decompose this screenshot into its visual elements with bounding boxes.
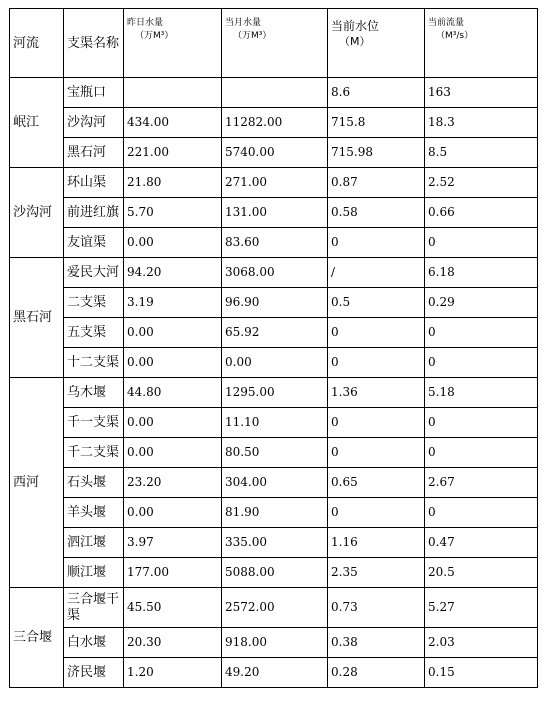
header-level-label: 当前水位	[331, 19, 380, 33]
yesterday-volume-cell: 177.00	[124, 558, 222, 588]
river-name-cell: 沙沟河	[10, 168, 64, 258]
flow-rate-cell: 0	[425, 228, 538, 258]
header-row	[10, 9, 538, 78]
month-volume-cell: 11282.00	[222, 108, 328, 138]
table-row	[10, 78, 538, 108]
river-name-cell: 岷江	[10, 78, 64, 168]
channel-name-cell: 石头堰	[64, 468, 124, 498]
table-row	[10, 288, 538, 318]
yesterday-volume-cell: 44.80	[124, 378, 222, 408]
table-row	[10, 438, 538, 468]
yesterday-volume-cell: 21.80	[124, 168, 222, 198]
water-level-cell: 0	[328, 318, 425, 348]
month-volume-cell: 271.00	[222, 168, 328, 198]
yesterday-volume-cell: 0.00	[124, 318, 222, 348]
channel-name-cell: 十二支渠	[64, 348, 124, 378]
flow-rate-cell: 0.29	[425, 288, 538, 318]
table-row	[10, 198, 538, 228]
header-month	[222, 9, 328, 78]
yesterday-volume-cell: 23.20	[124, 468, 222, 498]
water-level-cell: /	[328, 258, 425, 288]
flow-rate-cell: 5.18	[425, 378, 538, 408]
channel-name-cell: 泗江堰	[64, 528, 124, 558]
table-row	[10, 378, 538, 408]
water-level-cell: 8.6	[328, 78, 425, 108]
month-volume-cell: 335.00	[222, 528, 328, 558]
table-body	[10, 9, 538, 688]
table-row	[10, 628, 538, 658]
flow-rate-cell: 0	[425, 498, 538, 528]
table-row	[10, 318, 538, 348]
water-level-cell: 0.38	[328, 628, 425, 658]
yesterday-volume-cell: 1.20	[124, 658, 222, 688]
month-volume-cell: 49.20	[222, 658, 328, 688]
channel-name-cell: 千一支渠	[64, 408, 124, 438]
flow-rate-cell: 20.5	[425, 558, 538, 588]
header-month-label: 当月水量	[225, 18, 262, 28]
yesterday-volume-cell: 0.00	[124, 228, 222, 258]
channel-name-cell: 白水堰	[64, 628, 124, 658]
water-level-cell: 715.98	[328, 138, 425, 168]
water-level-cell: 0.58	[328, 198, 425, 228]
channel-name-cell: 五支渠	[64, 318, 124, 348]
header-month-unit: （万M³）	[233, 31, 272, 41]
table-row	[10, 658, 538, 688]
channel-name-cell: 爱民大河	[64, 258, 124, 288]
yesterday-volume-cell: 5.70	[124, 198, 222, 228]
flow-rate-cell: 0	[425, 318, 538, 348]
yesterday-volume-cell: 45.50	[124, 588, 222, 628]
water-level-cell: 0	[328, 228, 425, 258]
header-river: 河流	[10, 9, 64, 78]
yesterday-volume-cell: 3.97	[124, 528, 222, 558]
header-flow-unit: （M³/s）	[436, 31, 474, 41]
table-row	[10, 558, 538, 588]
header-flow-label: 当前流量	[428, 18, 465, 28]
river-name-cell: 三合堰	[10, 588, 64, 688]
water-data-table	[9, 8, 538, 688]
table-row	[10, 528, 538, 558]
month-volume-cell: 131.00	[222, 198, 328, 228]
flow-rate-cell: 18.3	[425, 108, 538, 138]
yesterday-volume-cell: 434.00	[124, 108, 222, 138]
river-name-cell: 西河	[10, 378, 64, 588]
yesterday-volume-cell: 20.30	[124, 628, 222, 658]
month-volume-cell: 2572.00	[222, 588, 328, 628]
flow-rate-cell: 0	[425, 408, 538, 438]
month-volume-cell: 65.92	[222, 318, 328, 348]
month-volume-cell: 11.10	[222, 408, 328, 438]
header-level	[328, 9, 425, 78]
month-volume-cell: 304.00	[222, 468, 328, 498]
channel-name-cell: 前进红旗	[64, 198, 124, 228]
table-row	[10, 258, 538, 288]
header-yesterday-label: 昨日水量	[127, 18, 164, 28]
channel-name-cell: 友谊渠	[64, 228, 124, 258]
yesterday-volume-cell: 0.00	[124, 438, 222, 468]
header-yesterday-unit: （万M³）	[135, 31, 174, 41]
yesterday-volume-cell: 0.00	[124, 408, 222, 438]
table-row	[10, 168, 538, 198]
flow-rate-cell: 163	[425, 78, 538, 108]
yesterday-volume-cell	[124, 78, 222, 108]
yesterday-volume-cell: 3.19	[124, 288, 222, 318]
flow-rate-cell: 0.47	[425, 528, 538, 558]
table-row	[10, 468, 538, 498]
channel-name-cell: 三合堰干渠	[64, 588, 124, 628]
channel-name-cell: 乌木堰	[64, 378, 124, 408]
month-volume-cell: 0.00	[222, 348, 328, 378]
yesterday-volume-cell: 94.20	[124, 258, 222, 288]
water-level-cell: 0.73	[328, 588, 425, 628]
channel-name-cell: 济民堰	[64, 658, 124, 688]
water-level-cell: 1.36	[328, 378, 425, 408]
month-volume-cell: 918.00	[222, 628, 328, 658]
yesterday-volume-cell: 0.00	[124, 348, 222, 378]
flow-rate-cell: 5.27	[425, 588, 538, 628]
channel-name-cell: 顺江堰	[64, 558, 124, 588]
channel-name-cell: 二支渠	[64, 288, 124, 318]
table-row	[10, 588, 538, 628]
flow-rate-cell: 0.66	[425, 198, 538, 228]
water-level-cell: 1.16	[328, 528, 425, 558]
flow-rate-cell: 6.18	[425, 258, 538, 288]
yesterday-volume-cell: 0.00	[124, 498, 222, 528]
flow-rate-cell: 2.67	[425, 468, 538, 498]
header-flow	[425, 9, 538, 78]
header-yesterday	[124, 9, 222, 78]
month-volume-cell: 80.50	[222, 438, 328, 468]
table-row	[10, 138, 538, 168]
channel-name-cell: 沙沟河	[64, 108, 124, 138]
flow-rate-cell: 2.52	[425, 168, 538, 198]
flow-rate-cell: 0.15	[425, 658, 538, 688]
month-volume-cell: 1295.00	[222, 378, 328, 408]
month-volume-cell: 81.90	[222, 498, 328, 528]
yesterday-volume-cell: 221.00	[124, 138, 222, 168]
table-row	[10, 498, 538, 528]
flow-rate-cell: 0	[425, 438, 538, 468]
water-level-cell: 0	[328, 438, 425, 468]
river-name-cell: 黑石河	[10, 258, 64, 378]
table-row	[10, 408, 538, 438]
channel-name-cell: 环山渠	[64, 168, 124, 198]
month-volume-cell: 5088.00	[222, 558, 328, 588]
water-level-cell: 2.35	[328, 558, 425, 588]
water-level-cell: 0	[328, 408, 425, 438]
flow-rate-cell: 2.03	[425, 628, 538, 658]
water-level-cell: 715.8	[328, 108, 425, 138]
flow-rate-cell: 8.5	[425, 138, 538, 168]
water-level-cell: 0.28	[328, 658, 425, 688]
channel-name-cell: 千二支渠	[64, 438, 124, 468]
header-level-unit: （M）	[339, 35, 371, 48]
water-level-cell: 0	[328, 498, 425, 528]
month-volume-cell: 5740.00	[222, 138, 328, 168]
flow-rate-cell: 0	[425, 348, 538, 378]
table-row	[10, 348, 538, 378]
water-level-cell: 0	[328, 348, 425, 378]
channel-name-cell: 黑石河	[64, 138, 124, 168]
table-row	[10, 108, 538, 138]
month-volume-cell: 96.90	[222, 288, 328, 318]
month-volume-cell: 3068.00	[222, 258, 328, 288]
channel-name-cell: 宝瓶口	[64, 78, 124, 108]
header-channel: 支渠名称	[64, 9, 124, 78]
channel-name-cell: 羊头堰	[64, 498, 124, 528]
water-level-cell: 0.5	[328, 288, 425, 318]
table-row	[10, 228, 538, 258]
month-volume-cell: 83.60	[222, 228, 328, 258]
water-level-cell: 0.87	[328, 168, 425, 198]
water-level-cell: 0.65	[328, 468, 425, 498]
month-volume-cell	[222, 78, 328, 108]
